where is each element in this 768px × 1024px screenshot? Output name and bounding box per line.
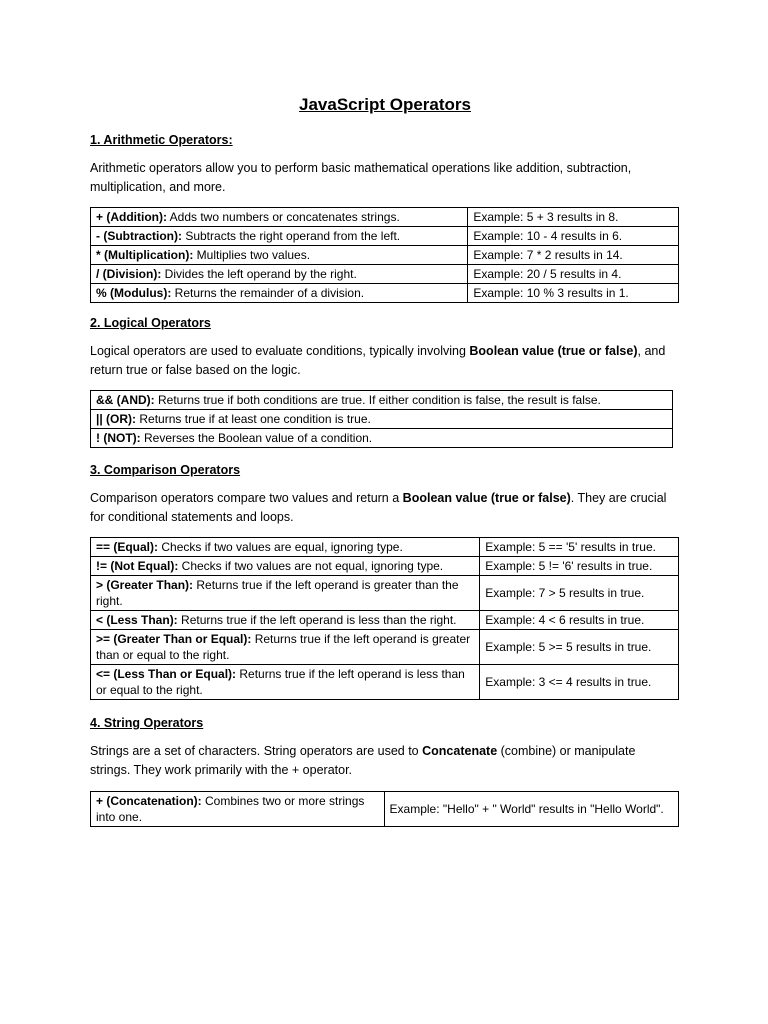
example-cell: Example: 5 != '6' results in true.	[480, 557, 679, 576]
example-cell: Example: 5 >= 5 results in true.	[480, 630, 679, 665]
example-cell: Example: 4 < 6 results in true.	[480, 611, 679, 630]
section-intro-logical	[90, 342, 678, 379]
section-intro-arithmetic: Arithmetic operators allow you to perform basic mathematical operations like addition, subtraction, multiplication, and more.	[90, 161, 632, 194]
operator-term: == (Equal):	[96, 540, 159, 554]
operator-cell	[91, 410, 673, 429]
operator-description: Returns true if the left operand is less than the right.	[177, 613, 457, 627]
operator-term: || (OR):	[96, 412, 137, 426]
example-cell: Example: 5 == '5' results in true.	[480, 538, 679, 557]
intro-text: , and return true or false based on the logic.	[90, 344, 666, 377]
operator-cell	[91, 265, 468, 284]
example-cell: Example: 7 * 2 results in 14.	[468, 246, 679, 265]
example-cell: Example: 3 <= 4 results in true.	[480, 665, 679, 700]
table-row	[91, 576, 679, 611]
table-row	[91, 665, 679, 700]
section-intro-comparison	[90, 489, 678, 526]
operator-description: Subtracts the right operand from the left.	[182, 229, 401, 243]
operator-term: + (Concatenation):	[96, 794, 202, 808]
table-row	[91, 227, 679, 246]
operator-cell	[91, 792, 385, 827]
example-cell: Example: 10 % 3 results in 1.	[468, 284, 679, 303]
operator-description: Returns true if the left operand is greater than the right.	[96, 578, 459, 608]
intro-text: Strings are a set of characters. String operators are used to	[90, 744, 423, 758]
table-row	[91, 611, 679, 630]
section-heading-string: 4. String Operators	[90, 716, 204, 730]
logical-operators-table	[90, 390, 673, 448]
intro-bold-text: Boolean value (true or false)	[469, 344, 638, 358]
example-cell: Example: 5 + 3 results in 8.	[468, 208, 679, 227]
table-row	[91, 557, 679, 576]
table-row	[91, 792, 679, 827]
operator-cell	[91, 538, 480, 557]
operator-term: / (Division):	[96, 267, 162, 281]
operator-description: Returns the remainder of a division.	[171, 286, 365, 300]
operator-description: Returns true if the left operand is greater than or equal to the right.	[96, 632, 471, 662]
intro-text: . They are crucial for conditional statements and loops.	[90, 491, 667, 524]
operator-term: > (Greater Than):	[96, 578, 194, 592]
section-heading-logical: 2. Logical Operators	[90, 316, 211, 330]
operator-cell	[91, 557, 480, 576]
operator-description: Returns true if both conditions are true. If either condition is false, the result is false.	[154, 393, 601, 407]
table-row	[91, 391, 673, 410]
operator-term: ! (NOT):	[96, 431, 141, 445]
table-row	[91, 410, 673, 429]
operator-description: Multiplies two values.	[193, 248, 311, 262]
operator-cell	[91, 284, 468, 303]
operator-term: < (Less Than):	[96, 613, 178, 627]
intro-bold-text: Concatenate	[422, 744, 498, 758]
operator-cell	[91, 391, 673, 410]
operator-term: * (Multiplication):	[96, 248, 194, 262]
table-row	[91, 284, 679, 303]
document-title: JavaScript Operators	[299, 95, 471, 114]
operator-description: Adds two numbers or concatenates strings.	[166, 210, 400, 224]
comparison-operators-table	[90, 537, 679, 700]
operator-description: Returns true if the left operand is less than or equal to the right.	[96, 667, 465, 697]
operator-term: && (AND):	[96, 393, 155, 407]
operator-cell	[91, 576, 480, 611]
operator-term: != (Not Equal):	[96, 559, 179, 573]
operator-cell	[91, 208, 468, 227]
operator-term: <= (Less Than or Equal):	[96, 667, 237, 681]
operator-term: + (Addition):	[96, 210, 167, 224]
example-cell: Example: "Hello" + " World" results in "Hello World".	[384, 792, 678, 827]
intro-text: (combine) or manipulate strings. They work primarily with the + operator.	[90, 744, 636, 777]
operator-description: Returns true if at least one condition is true.	[136, 412, 371, 426]
table-row	[91, 265, 679, 284]
intro-text: Logical operators are used to evaluate conditions, typically involving	[90, 344, 470, 358]
operator-description: Combines two or more strings into one.	[96, 794, 365, 824]
example-cell: Example: 7 > 5 results in true.	[480, 576, 679, 611]
example-cell: Example: 20 / 5 results in 4.	[468, 265, 679, 284]
table-row	[91, 630, 679, 665]
operator-description: Checks if two values are not equal, ignoring type.	[178, 559, 444, 573]
table-row	[91, 538, 679, 557]
table-row	[91, 246, 679, 265]
table-row	[91, 429, 673, 448]
string-operators-table	[90, 791, 679, 827]
section-heading-arithmetic: 1. Arithmetic Operators:	[90, 133, 233, 147]
operator-cell	[91, 227, 468, 246]
section-intro-string	[90, 742, 678, 779]
operator-cell	[91, 665, 480, 700]
operator-description: Checks if two values are equal, ignoring type.	[158, 540, 403, 554]
intro-text: Comparison operators compare two values and return a	[90, 491, 403, 505]
example-cell: Example: 10 - 4 results in 6.	[468, 227, 679, 246]
operator-description: Divides the left operand by the right.	[161, 267, 357, 281]
operator-cell	[91, 630, 480, 665]
operator-description: Reverses the Boolean value of a condition.	[140, 431, 373, 445]
operator-term: >= (Greater Than or Equal):	[96, 632, 252, 646]
operator-cell	[91, 246, 468, 265]
intro-bold-text: Boolean value (true or false)	[402, 491, 571, 505]
operator-cell	[91, 611, 480, 630]
arithmetic-operators-table	[90, 207, 679, 303]
operator-term: % (Modulus):	[96, 286, 172, 300]
operator-cell	[91, 429, 673, 448]
table-row	[91, 208, 679, 227]
operator-term: - (Subtraction):	[96, 229, 182, 243]
section-heading-comparison: 3. Comparison Operators	[90, 463, 241, 477]
